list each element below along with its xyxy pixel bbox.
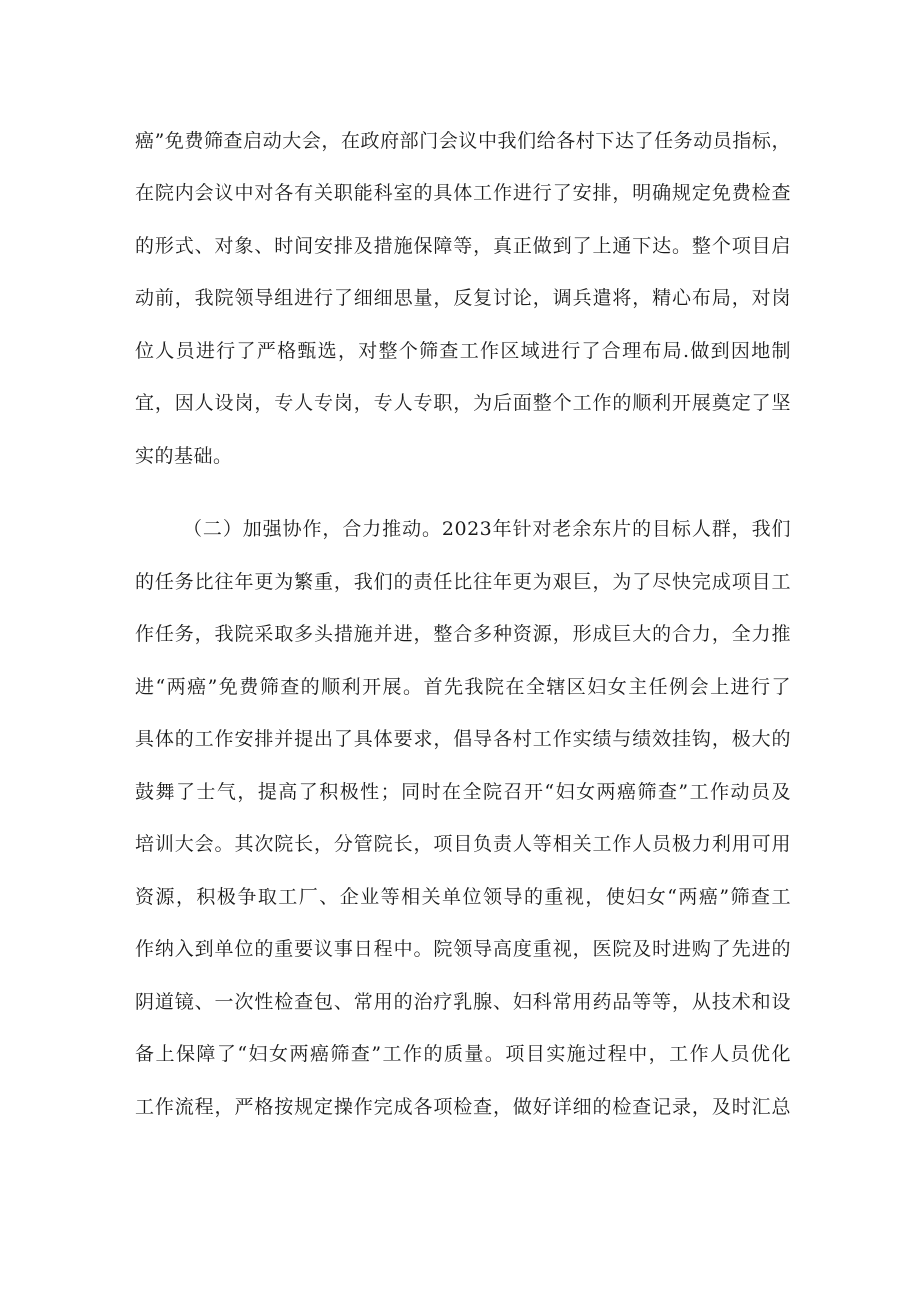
paragraph-1-line-1: 癌”免费筛查启动大会，在政府部门会议中我们给各村下达了任务动员指标，: [135, 130, 791, 152]
paragraph-2-line-9: 作纳入到单位的重要议事日程中。院领导高度重视，医院及时进购了先进的: [135, 938, 791, 960]
paragraph-1-line-7: 实的基础。: [135, 445, 233, 467]
paragraph-1-line-5: 位人员进行了严格甄选，对整个筛查工作区域进行了合理布局.做到因地制: [135, 340, 791, 362]
paragraph-1-line-3: 的形式、对象、时间安排及措施保障等，真正做到了上通下达。整个项目启: [135, 235, 791, 257]
paragraph-2-line-7: 培训大会。其次院长，分管院长，项目负责人等相关工作人员极力利用可用: [135, 833, 791, 855]
paragraph-2-line-4: 进“两癌”免费筛查的顺利开展。首先我院在全辖区妇女主任例会上进行了: [135, 676, 791, 698]
paragraph-2-line-3: 作任务，我院采取多头措施并进，整合多种资源，形成巨大的合力，全力推: [135, 623, 791, 645]
paragraph-2-line-8: 资源，积极争取工厂、企业等相关单位领导的重视，使妇女“两癌”筛查工: [135, 886, 791, 908]
paragraph-2-line-10: 阴道镜、一次性检查包、常用的治疗乳腺、妇科常用药品等等，从技术和设: [135, 991, 791, 1013]
paragraph-2-line-5: 具体的工作安排并提出了具体要求，倡导各村工作实绩与绩效挂钩，极大的: [135, 728, 791, 750]
paragraph-1-line-4: 动前，我院领导组进行了细细思量，反复讨论，调兵遣将，精心布局，对岗: [135, 287, 791, 309]
paragraph-2-line-12: 工作流程，严格按规定操作完成各项检查，做好详细的检查记录，及时汇总: [135, 1096, 791, 1118]
paragraph-2-line-11: 备上保障了“妇女两癌筛查”工作的质量。项目实施过程中，工作人员优化: [135, 1043, 791, 1065]
paragraph-1-line-6: 宜，因人设岗，专人专岗，专人专职，为后面整个工作的顺利开展奠定了坚: [135, 392, 791, 414]
paragraph-2-line-1: （二）加强协作，合力推动。2023年针对老余东片的目标人群，我们: [183, 518, 791, 540]
paragraph-1-line-2: 在院内会议中对各有关职能科室的具体工作进行了安排，明确规定免费检查: [135, 182, 791, 204]
paragraph-2-line-6: 鼓舞了士气，提高了积极性；同时在全院召开“妇女两癌筛查”工作动员及: [135, 781, 791, 803]
paragraph-2-line-2: 的任务比往年更为繁重，我们的责任比往年更为艰巨，为了尽快完成项目工: [135, 571, 791, 593]
